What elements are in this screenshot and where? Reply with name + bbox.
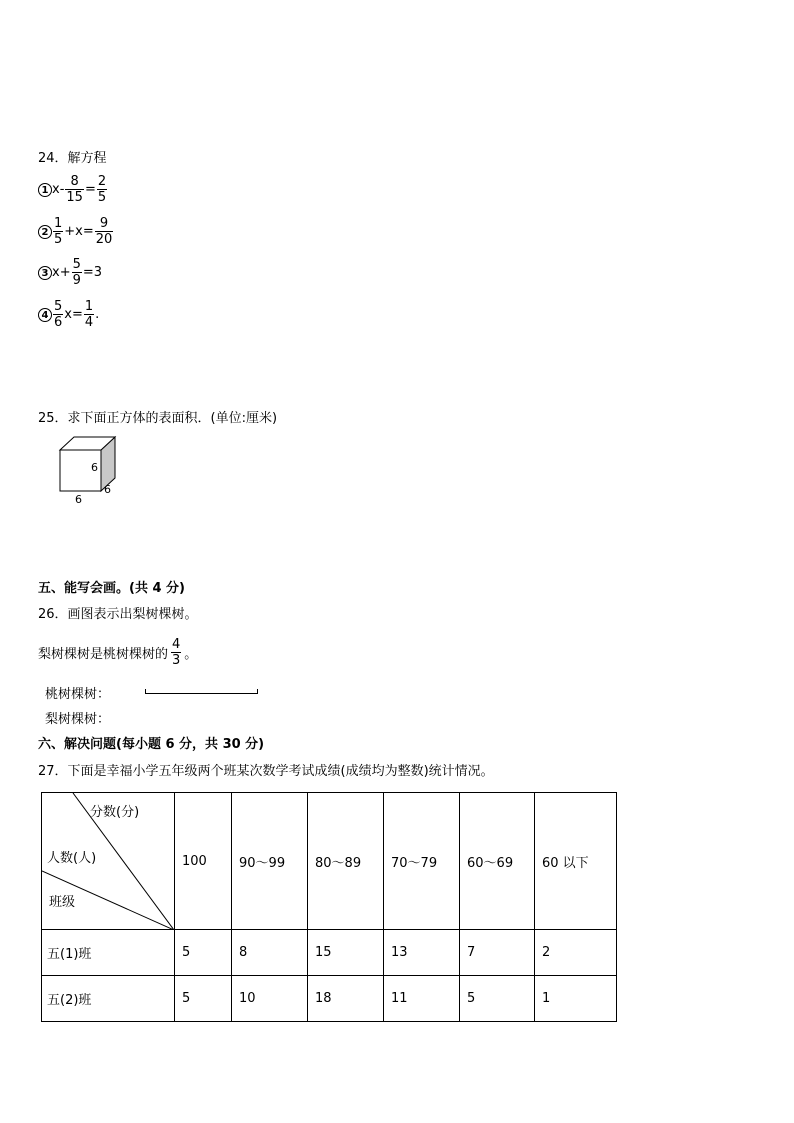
table-row: [42, 930, 617, 976]
eq4-post: .: [95, 307, 100, 322]
eq2-fraction-1: [53, 216, 63, 247]
q26-denominator: 3: [172, 653, 181, 668]
q26-text: [38, 637, 197, 668]
header-cell: 80～89: [308, 793, 384, 930]
table-corner-cell: [42, 793, 175, 930]
q26-numerator: 4: [172, 637, 181, 652]
pear-label: 梨树棵树：: [45, 712, 111, 727]
peach-label: 桃树棵树：: [45, 687, 111, 702]
header-cell: 60 以下: [535, 793, 617, 930]
corner-score-label: 分数(分): [90, 805, 140, 820]
eq2-mid: +x=: [64, 224, 94, 239]
eq4-f2-numerator: 1: [84, 299, 94, 314]
peach-bar: [145, 689, 258, 694]
class-cell: 五(1)班: [42, 930, 175, 976]
eq1-pre: x-: [52, 182, 65, 197]
value-cell: 2: [535, 930, 617, 976]
eq3-fraction: [72, 257, 82, 288]
cube-dim-depth: 6: [104, 483, 111, 496]
eq1-f1-denominator: 15: [66, 190, 83, 205]
eq1-fraction-1: [65, 174, 84, 205]
q24-title: 24．解方程: [38, 151, 107, 166]
circled-number-1: 1: [38, 183, 52, 197]
eq4-f2-denominator: 4: [84, 315, 94, 330]
corner-class-label: 班级: [49, 895, 76, 910]
value-cell: 10: [232, 976, 308, 1022]
equation-1: [38, 174, 108, 205]
circled-number-2: 2: [38, 225, 52, 239]
section5-heading: 五、能写会画。(共 4 分): [38, 581, 185, 596]
value-cell: 13: [384, 930, 460, 976]
eq2-f1-numerator: 1: [54, 216, 63, 231]
cube-figure: [55, 433, 125, 508]
eq2-fraction-2: [95, 216, 114, 247]
cube-dim-right: 6: [91, 461, 98, 474]
value-cell: 18: [308, 976, 384, 1022]
q26-fraction: [171, 637, 181, 668]
value-cell: 15: [308, 930, 384, 976]
eq3-pre: x+: [52, 265, 71, 280]
eq2-f2-denominator: 20: [95, 232, 113, 247]
eq2-f2-numerator: 9: [99, 216, 109, 231]
value-cell: 5: [460, 976, 535, 1022]
eq3-post: =3: [82, 265, 103, 280]
score-table: [41, 792, 617, 1022]
equation-4: [38, 299, 99, 330]
eq4-f1-numerator: 5: [54, 299, 63, 314]
eq1-op: =: [84, 182, 96, 197]
eq4-mid: x=: [64, 307, 83, 322]
value-cell: 5: [175, 930, 232, 976]
q26-title: 26．画图表示出梨树棵树。: [38, 607, 198, 622]
value-cell: 8: [232, 930, 308, 976]
q25-title: 25．求下面正方体的表面积．(单位:厘米): [38, 411, 278, 426]
eq2-f1-denominator: 5: [54, 232, 63, 247]
q26-end: 。: [184, 647, 198, 662]
class-cell: 五(2)班: [42, 976, 175, 1022]
q27-title: 27．下面是幸福小学五年级两个班某次数学考试成绩(成绩均为整数)统计情况。: [38, 764, 494, 779]
eq1-f1-numerator: 8: [70, 174, 79, 189]
header-cell: 70～79: [384, 793, 460, 930]
eq1-f2-denominator: 5: [97, 190, 107, 205]
header-cell: 90～99: [232, 793, 308, 930]
section6-heading: 六、解决问题(每小题 6 分，共 30 分): [38, 737, 265, 752]
eq3-denominator: 9: [72, 273, 81, 288]
header-cell: 60～69: [460, 793, 535, 930]
value-cell: 1: [535, 976, 617, 1022]
eq4-fraction-1: [53, 299, 63, 330]
cube-dim-bottom: 6: [75, 493, 82, 506]
eq3-numerator: 5: [72, 257, 81, 272]
eq1-fraction-2: [97, 174, 107, 205]
value-cell: 5: [175, 976, 232, 1022]
circled-number-3: 3: [38, 266, 52, 280]
eq1-f2-numerator: 2: [97, 174, 107, 189]
corner-people-label: 人数(人): [47, 851, 97, 866]
circled-number-4: 4: [38, 308, 52, 322]
header-cell: 100: [175, 793, 232, 930]
eq4-f1-denominator: 6: [54, 315, 63, 330]
eq4-fraction-2: [84, 299, 94, 330]
value-cell: 11: [384, 976, 460, 1022]
q26-sentence: 梨树棵树是桃树棵树的: [38, 647, 169, 662]
table-row: [42, 976, 617, 1022]
equation-3: [38, 257, 102, 288]
equation-2: [38, 216, 114, 247]
value-cell: 7: [460, 930, 535, 976]
